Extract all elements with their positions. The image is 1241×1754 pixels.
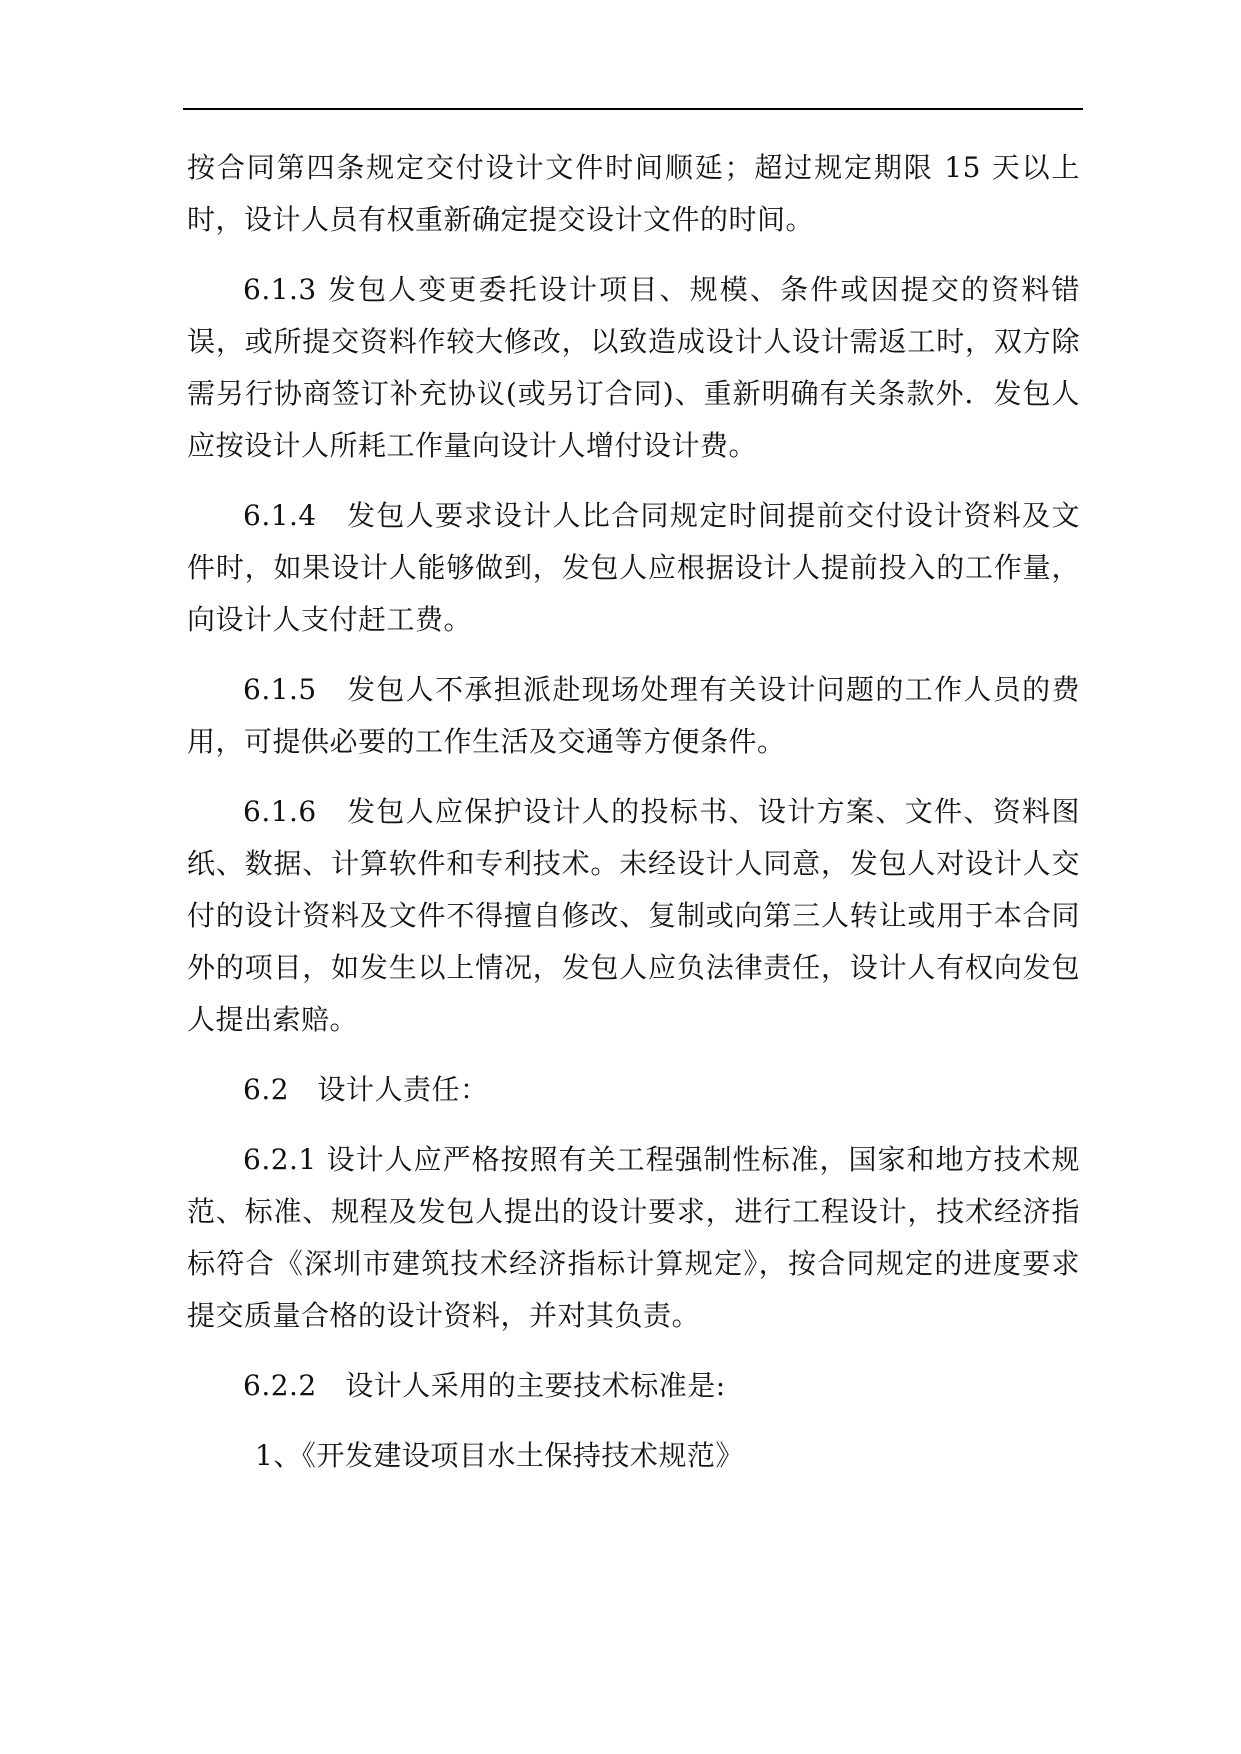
clause-6-2-2: 6.2.2 设计人采用的主要技术标准是:: [243, 1369, 726, 1402]
standard-list-item: 1、《开发建设项目水土保持技术规范》: [255, 1439, 744, 1472]
header-rule: [183, 108, 1083, 110]
clause-6-1-3: 6.1.3 发包人变更委托设计项目、规模、条件或因提交的资料错误，或所提交资料作较大修改，以致造成设计人设计需返工时，双方除需另行协商签订补充协议(或另订合同)、重新明确有关条款外．发包人应按设计人所耗工作量向设计人增付设计费。: [187, 273, 1080, 462]
clause-6-2-1: 6.2.1 设计人应严格按照有关工程强制性标准，国家和地方技术规范、标准、规程及发包人提出的设计要求，进行工程设计，技术经济指标符合《深圳市建筑技术经济指标计算规定》，按合同规定的进度要求提交质量合格的设计资料，并对其负责。: [187, 1143, 1080, 1332]
document-body: [187, 142, 1080, 1500]
paragraph-continuation: 按合同第四条规定交付设计文件时间顺延；超过规定期限 15 天以上时，设计人员有权重新确定提交设计文件的时间。: [187, 151, 1080, 236]
clause-6-1-4: 6.1.4 发包人要求设计人比合同规定时间提前交付设计资料及文件时，如果设计人能够做到，发包人应根据设计人提前投入的工作量，向设计人支付赶工费。: [187, 499, 1080, 636]
clause-6-1-5: 6.1.5 发包人不承担派赴现场处理有关设计问题的工作人员的费用，可提供必要的工作生活及交通等方便条件。: [187, 673, 1080, 758]
clause-6-1-6: 6.1.6 发包人应保护设计人的投标书、设计方案、文件、资料图纸、数据、计算软件和专利技术。未经设计人同意，发包人对设计人交付的设计资料及文件不得擅自修改、复制或向第三人转让或用于本合同外的项目，如发生以上情况，发包人应负法律责任，设计人有权向发包人提出索赔。: [187, 795, 1080, 1036]
section-6-2-heading: 6.2 设计人责任：: [243, 1073, 489, 1106]
